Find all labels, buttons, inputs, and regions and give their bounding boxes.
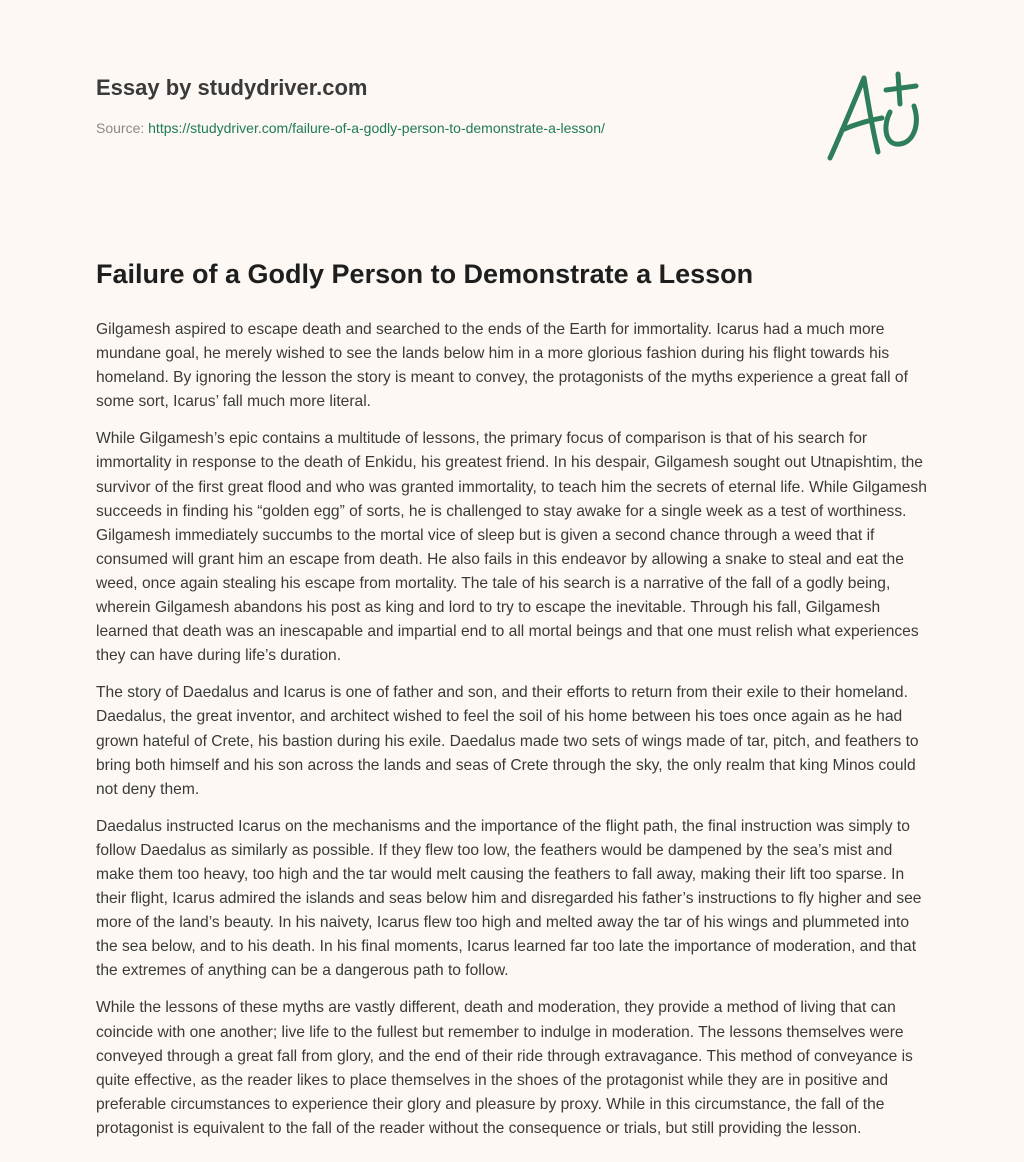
site-title: Essay by studydriver.com (96, 75, 368, 100)
source-link[interactable]: https://studydriver.com/failure-of-a-godly-person-to-demonstrate-a-lesson/ (148, 120, 605, 136)
essay-paragraph: While Gilgamesh’s epic contains a multitude of lessons, the primary focus of comparison is that of his search for immortality in response to the death of Enkidu, his greatest friend. In his despair, Gilgamesh sought out Utnapishtim, the survivor of the first great flood and who was granted immortality, to teach him the secrets of eternal life. While Gilgamesh succeeds in finding his “golden egg” of sorts, he is challenged to stay awake for a single week as a test of worthiness. Gilgamesh immediately succumbs to the mortal vice of sleep but is given a second chance through a weed that if consumed will grant him an escape from death. He also fails in this endeavor by allowing a snake to steal and eat the weed, once again stealing his escape from mortality. The tale of his search is a narrative of the fall of a godly being, wherein Gilgamesh abandons his post as king and lord to try to escape the inevitable. Through his fall, Gilgamesh learned that death was an inescapable and impartial end to all mortal beings and that one must relish what experiences they can have during life’s duration. (96, 430, 927, 665)
essay-paragraph: Daedalus instructed Icarus on the mechanisms and the importance of the flight path, the final instruction was simply to follow Daedalus as similarly as possible. If they flew too low, the feathers would be dampened by the sea’s mist and make them too heavy, too high and the tar would melt causing the feathers to fall away, making their lift too sparse. In their flight, Icarus admired the islands and seas below him and disregarded his father’s instructions to fly higher and see more of the land’s beauty. In his naivety, Icarus flew too high and melted away the tar of his wings and plummeted into the sea below, and to his death. In his final moments, Icarus learned far too late the importance of moderation, and that the extremes of anything can be a dangerous path to follow. (96, 817, 922, 980)
essay-paragraph: Gilgamesh aspired to escape death and searched to the ends of the Earth for immortality. Icarus had a much more mundane goal, he merely wished to see the lands below him in a more glorious fashion during his flight towards his homeland. By ignoring the lesson the story is meant to convey, the protagonists of the myths experience a great fall of some sort, Icarus’ fall much more literal. (96, 321, 908, 411)
essay-title: Failure of a Godly Person to Demonstrate a Lesson (96, 259, 754, 289)
page-header (96, 74, 796, 137)
essay-paragraph: While the lessons of these myths are vastly different, death and moderation, they provide a method of living that can coincide with one another; live life to the fullest but remember to indulge in moderation. The lessons themselves were conveyed through a great fall from glory, and the end of their ride through extravagance. This method of conveyance is quite effective, as the reader likes to place themselves in the shoes of the protagonist while they are in positive and preferable circumstances to experience their glory and pleasure by proxy. While in this circumstance, the fall of the protagonist is equivalent to the fall of the reader without the consequence or trials, but still providing the lesson. (96, 999, 913, 1137)
essay-body (96, 254, 932, 1154)
source-line (96, 119, 796, 137)
essay-paragraph: The story of Daedalus and Icarus is one of father and son, and their efforts to return from their exile to their homeland. Daedalus, the great inventor, and architect wished to feel the soil of his home between his toes once again as he had grown hateful of Crete, his bastion during his exile. Daedalus made two sets of wings made of tar, pitch, and feathers to bring both himself and his son across the lands and seas of Crete through the sky, the only realm that king Minos could not deny them. (96, 684, 919, 798)
a-plus-logo-icon (820, 66, 930, 166)
source-label: Source: (96, 120, 149, 136)
